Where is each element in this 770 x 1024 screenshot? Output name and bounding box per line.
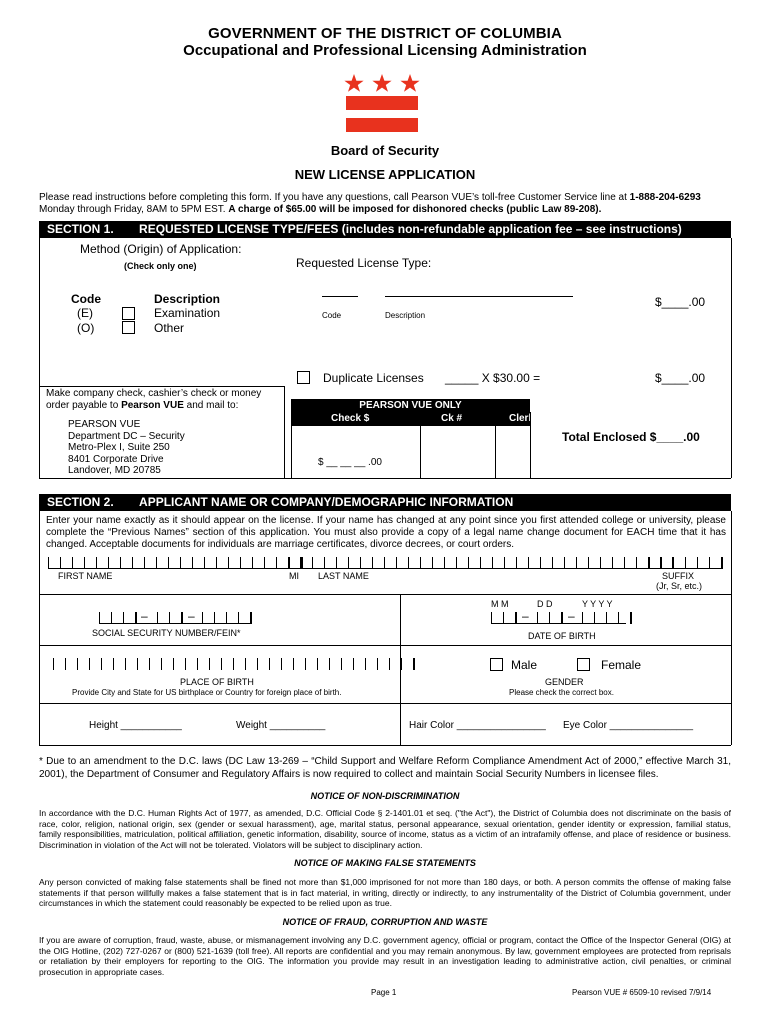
examination-checkbox[interactable] <box>122 307 135 320</box>
eye-color-field[interactable]: Eye Color _______________ <box>563 720 694 731</box>
dc-flag-logo <box>342 72 422 136</box>
s2-bottom-border <box>39 745 731 746</box>
board-name: Board of Security <box>330 143 440 158</box>
row-divider <box>39 645 731 646</box>
mi-label: MI <box>289 571 299 581</box>
payable-note: Make company check, cashier’s check or money order payable to Pearson VUE and mail to: <box>46 388 262 411</box>
section2-bar: SECTION 2. APPLICANT NAME OR COMPANY/DEMOGRAPHIC INFORMATION <box>39 494 731 511</box>
duplicate-fee-field[interactable]: $____.00 <box>655 371 706 385</box>
last-name-boxes[interactable] <box>312 556 674 568</box>
dob-dash: – <box>522 609 529 623</box>
s2-left-border <box>39 511 40 745</box>
dob-day-boxes[interactable] <box>537 611 563 623</box>
female-label: Female <box>601 658 642 672</box>
dob-month-hint: M M <box>491 599 509 609</box>
hair-color-field[interactable]: Hair Color ________________ <box>409 720 546 731</box>
non-discrimination-text: In accordance with the D.C. Human Rights Act of 1977, as amended, D.C. Official Code § 2-1401.01 et seq. ("the Act"), the District of Columbia does not discriminate on the basis of race, color, religion, national origin, sex (gender or sexual harassment), age, marital status, personal appearance, sexual orientation, gender identity or expression, familial status, family responsibilities, matriculation, political affiliation, genetic information, disability, source of income, status as a victim of an intrafamily offense, and place of residence or business. Discrimination in violation of the Act will not be tolerated. Violators will be subject to disciplinary action. <box>39 808 731 850</box>
total-enclosed[interactable]: Total Enclosed $____.00 <box>562 430 700 444</box>
dob-year-boxes[interactable] <box>582 611 632 623</box>
place-of-birth-note: Provide City and State for US birthplace or Country for foreign place of birth. <box>72 688 342 697</box>
row-divider <box>39 703 731 704</box>
s1-bottom-border <box>39 478 731 479</box>
license-code-field[interactable] <box>322 296 358 297</box>
address-line: Metro-Plex I, Suite 250 <box>68 442 170 453</box>
place-of-birth-boxes[interactable] <box>53 657 415 669</box>
agency-subtitle: Occupational and Professional Licensing Administration <box>183 42 587 59</box>
pearson-vue-only-header: PEARSON VUE ONLY <box>291 399 530 412</box>
option-o-code: (O) <box>77 321 95 335</box>
option-e-label: Examination <box>154 306 221 320</box>
description-heading: Description <box>154 292 221 306</box>
non-discrimination-title: NOTICE OF NON-DISCRIMINATION <box>310 791 460 801</box>
dob-year-hint: Y Y Y Y <box>582 599 613 609</box>
male-label: Male <box>511 658 538 672</box>
ssn-dash: – <box>188 609 195 623</box>
address-line: Landover, MD 20785 <box>68 465 161 476</box>
fraud-title: NOTICE OF FRAUD, CORRUPTION AND WASTE <box>282 917 488 927</box>
requested-type-label: Requested License Type: <box>296 256 432 270</box>
last-name-label: LAST NAME <box>318 571 369 581</box>
false-statements-text: Any person convicted of making false statements shall be fined not more than $1,000 imprisoned for not more than 180 days, or both. A person commits the offense of making false statements if that person willfully makes a false statement that is in fact material, in writing, directly or indirectly, to any instrumentality of the District of Columbia government, under circumstances in which the statement could reasonably be expected to be relied upon as true. <box>39 877 731 909</box>
form-title: NEW LICENSE APPLICATION <box>294 167 476 182</box>
s1-left-border <box>39 238 40 478</box>
name-baseline <box>48 568 723 569</box>
s2-right-border <box>731 511 732 745</box>
agency-title: GOVERNMENT OF THE DISTRICT OF COLUMBIA <box>208 25 562 42</box>
ssn-baseline <box>99 623 251 624</box>
ssn-amendment-note: * Due to an amendment to the D.C. laws (DC Law 13-269 – “Child Support and Welfare Reform Compliance Amendment Act of 2000,” effective March 31, 2001), the Department of Consumer and Regulatory Affairs is now required to collect and maintain Social Security Numbers in licensee files. <box>39 756 731 780</box>
first-name-label: FIRST NAME <box>58 571 113 581</box>
address-line: Department DC – Security <box>68 430 185 442</box>
dob-label: DATE OF BIRTH <box>528 631 596 641</box>
section1-bar: SECTION 1. REQUESTED LICENSE TYPE/FEES (includes non-refundable application fee – see instructions) <box>39 221 731 238</box>
other-checkbox[interactable] <box>122 321 135 334</box>
suffix-boxes[interactable] <box>649 556 723 568</box>
payable-right-border <box>284 386 285 478</box>
code-small-label: Code <box>322 311 342 320</box>
dob-month-boxes[interactable] <box>491 611 517 623</box>
address-line: 8401 Corporate Drive <box>68 453 164 465</box>
s1-right-border <box>731 238 732 478</box>
false-statements-title: NOTICE OF MAKING FALSE STATEMENTS <box>294 858 476 868</box>
name-instructions: Enter your name exactly as it should appear on the license. If your name has changed at any point since you first attended college or university, please complete the “Previous Names” section of this application. You must also provide a copy of a legal name change document for EACH time that it has changed. Acceptable documents for individuals are marriage certificates, divorce decrees, or court orders. <box>46 515 726 550</box>
ssn-part2[interactable] <box>157 611 183 623</box>
gender-label: GENDER <box>545 677 584 687</box>
method-title: Method (Origin) of Application: <box>80 242 242 256</box>
page-number: Page 1 <box>371 988 397 997</box>
check-only-note: (Check only one) <box>124 261 197 271</box>
dob-baseline <box>491 623 626 624</box>
dob-dash: – <box>568 609 575 623</box>
weight-field[interactable]: Weight __________ <box>236 720 326 731</box>
duplicate-checkbox[interactable] <box>297 371 310 384</box>
duplicate-label: Duplicate Licenses <box>323 371 424 385</box>
female-checkbox[interactable] <box>577 658 590 671</box>
pv-divider-1 <box>420 412 421 478</box>
pv-right-border <box>530 412 531 478</box>
height-field[interactable]: Height ___________ <box>89 720 182 731</box>
license-fee-field[interactable]: $____.00 <box>655 295 706 309</box>
gender-note: Please check the correct box. <box>509 688 614 697</box>
option-o-label: Other <box>154 321 185 335</box>
mailing-address <box>68 419 185 477</box>
suffix-example: (Jr, Sr, etc.) <box>656 581 703 591</box>
place-of-birth-label: PLACE OF BIRTH <box>180 677 254 687</box>
code-heading: Code <box>71 292 101 306</box>
intro-text: Please read instructions before completing this form. If you have any questions, call Pearson VUE’s toll-free Customer Service line at 1-888-204-6293 Monday through Friday, 8AM to 5PM EST. A charge of $65.00 will be imposed for dishonored checks (public Law 89-208). <box>39 192 701 215</box>
fraud-text: If you are aware of corruption, fraud, waste, abuse, or mismanagement involving any D.C. government agency, official or program, contact the Office of the Inspector General (OIG) at the OIG Hotline, (202) 727-0267 or (800) 521-1639 (toll free). All reports are confidential and you may remain anonymous. By law, government employees are protected from reprisals or retaliation by their employers for reporting to the OIG. The information you provide may result in an investigation leading to administrative action, civil penalties, or criminal prosecution in appropriate cases. <box>39 935 731 977</box>
ssn-dash: – <box>141 609 148 623</box>
middle-initial-box[interactable] <box>289 556 303 568</box>
form-number: Pearson VUE # 6509-10 revised 7/9/14 <box>572 988 712 997</box>
license-description-field[interactable] <box>385 296 573 297</box>
dob-day-hint: D D <box>537 599 553 609</box>
pearson-vue-columns: Check $ Ck # Clerk <box>291 412 530 426</box>
description-small-label: Description <box>385 311 426 320</box>
pv-left-border <box>291 426 292 478</box>
pv-divider-2 <box>495 412 496 478</box>
pv-amount-field[interactable]: $ __ __ __ .00 <box>318 457 382 468</box>
row-divider <box>39 594 731 595</box>
duplicate-quantity-field[interactable]: _____ X $30.00 = <box>445 371 541 385</box>
ssn-part3[interactable] <box>202 611 252 623</box>
suffix-label: SUFFIX <box>662 571 695 581</box>
ssn-part1[interactable] <box>99 611 137 623</box>
payable-top-border <box>39 386 284 387</box>
ssn-label: SOCIAL SECURITY NUMBER/FEIN* <box>92 628 241 638</box>
address-line: PEARSON VUE <box>68 419 141 430</box>
male-checkbox[interactable] <box>490 658 503 671</box>
first-name-boxes[interactable] <box>48 556 302 568</box>
option-e-code: (E) <box>77 306 93 320</box>
